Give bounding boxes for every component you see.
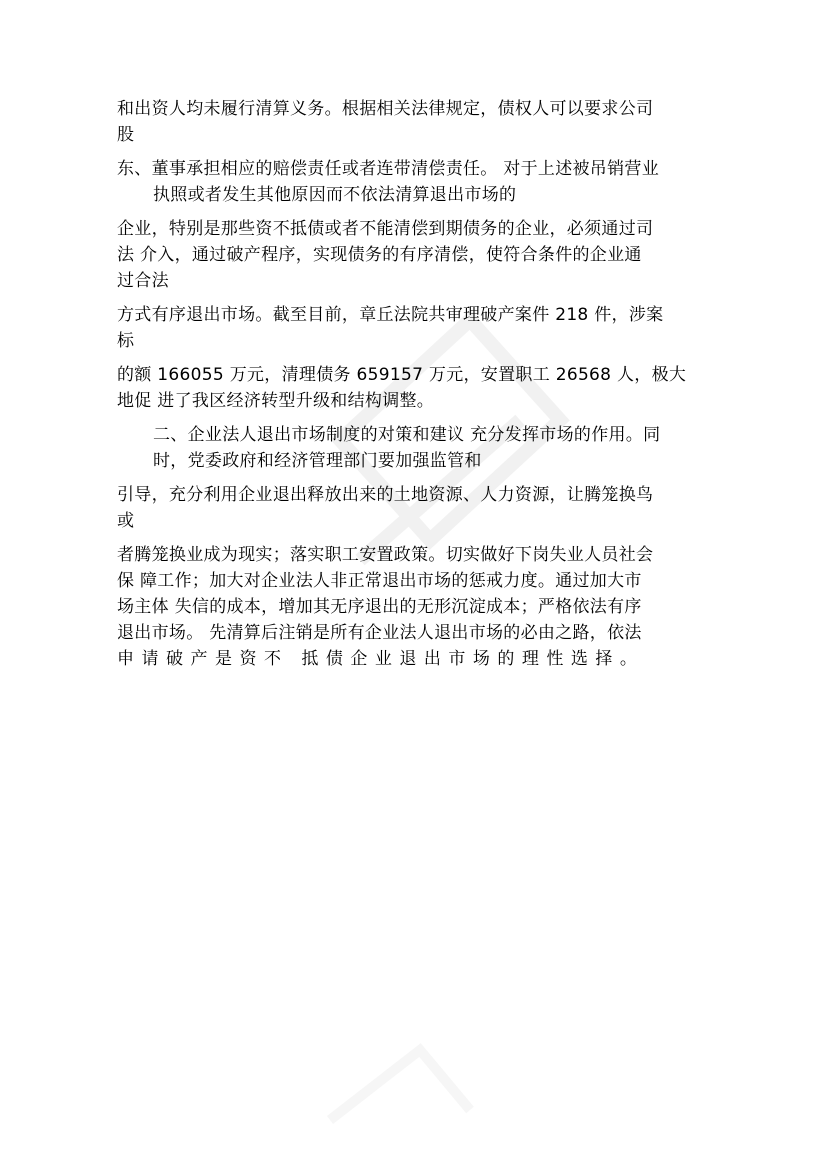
text-line: 退出市场。 先清算后注销是所有企业法人退出市场的必由之路，依法 [117,623,642,643]
text-line: 执照或者发生其他原因而不依法清算退出市场的 [153,185,517,205]
text-line: 或 [117,511,135,531]
text-line: 引导，充分利用企业退出释放出来的土地资源、人力资源，让腾笼换鸟 [117,485,654,505]
text-line: 方式有序退出市场。截至目前，章丘法院共审理破产案件 218 件，涉案 [117,305,664,325]
text-line: 二、企业法人退出市场制度的对策和建议 充分发挥市场的作用。同 [153,425,661,445]
text-line: 者腾笼换业成为现实；落实职工安置政策。切实做好下岗失业人员社会 [117,545,654,565]
text-line: 股 [117,125,135,145]
text-line: 时，党委政府和经济管理部门要加强监管和 [153,451,482,471]
body-text [117,96,737,672]
text-line: 地促 进了我区经济转型升级和结构调整。 [117,391,435,411]
text-line: 东、董事承担相应的赔偿责任或者连带清偿责任。 对于上述被吊销营业 [117,159,660,179]
text-line: 企业，特别是那些资不抵债或者不能清偿到期债务的企业，必须通过司 [117,219,654,239]
text-line: 和出资人均未履行清算义务。根据相关法律规定，债权人可以要求公司 [117,99,654,119]
text-line: 标 [117,331,135,351]
text-line: 过合法 [117,271,169,291]
text-line: 场主体 失信的成本，增加其无序退出的无形沉淀成本；严格依法有序 [117,597,642,617]
text-line: 的额 166055 万元，清理债务 659157 万元，安置职工 26568 人，极大 [117,365,687,385]
text-line: 法 介入，通过破产程序，实现债务的有序清偿，使符合条件的企业通 [117,245,642,265]
text-line: 保 障工作；加大对企业法人非正常退出市场的惩戒力度。通过加大市 [117,571,642,591]
text-line: 申请破产是资不 抵债企业退出市场的理性选择。 [117,649,645,669]
